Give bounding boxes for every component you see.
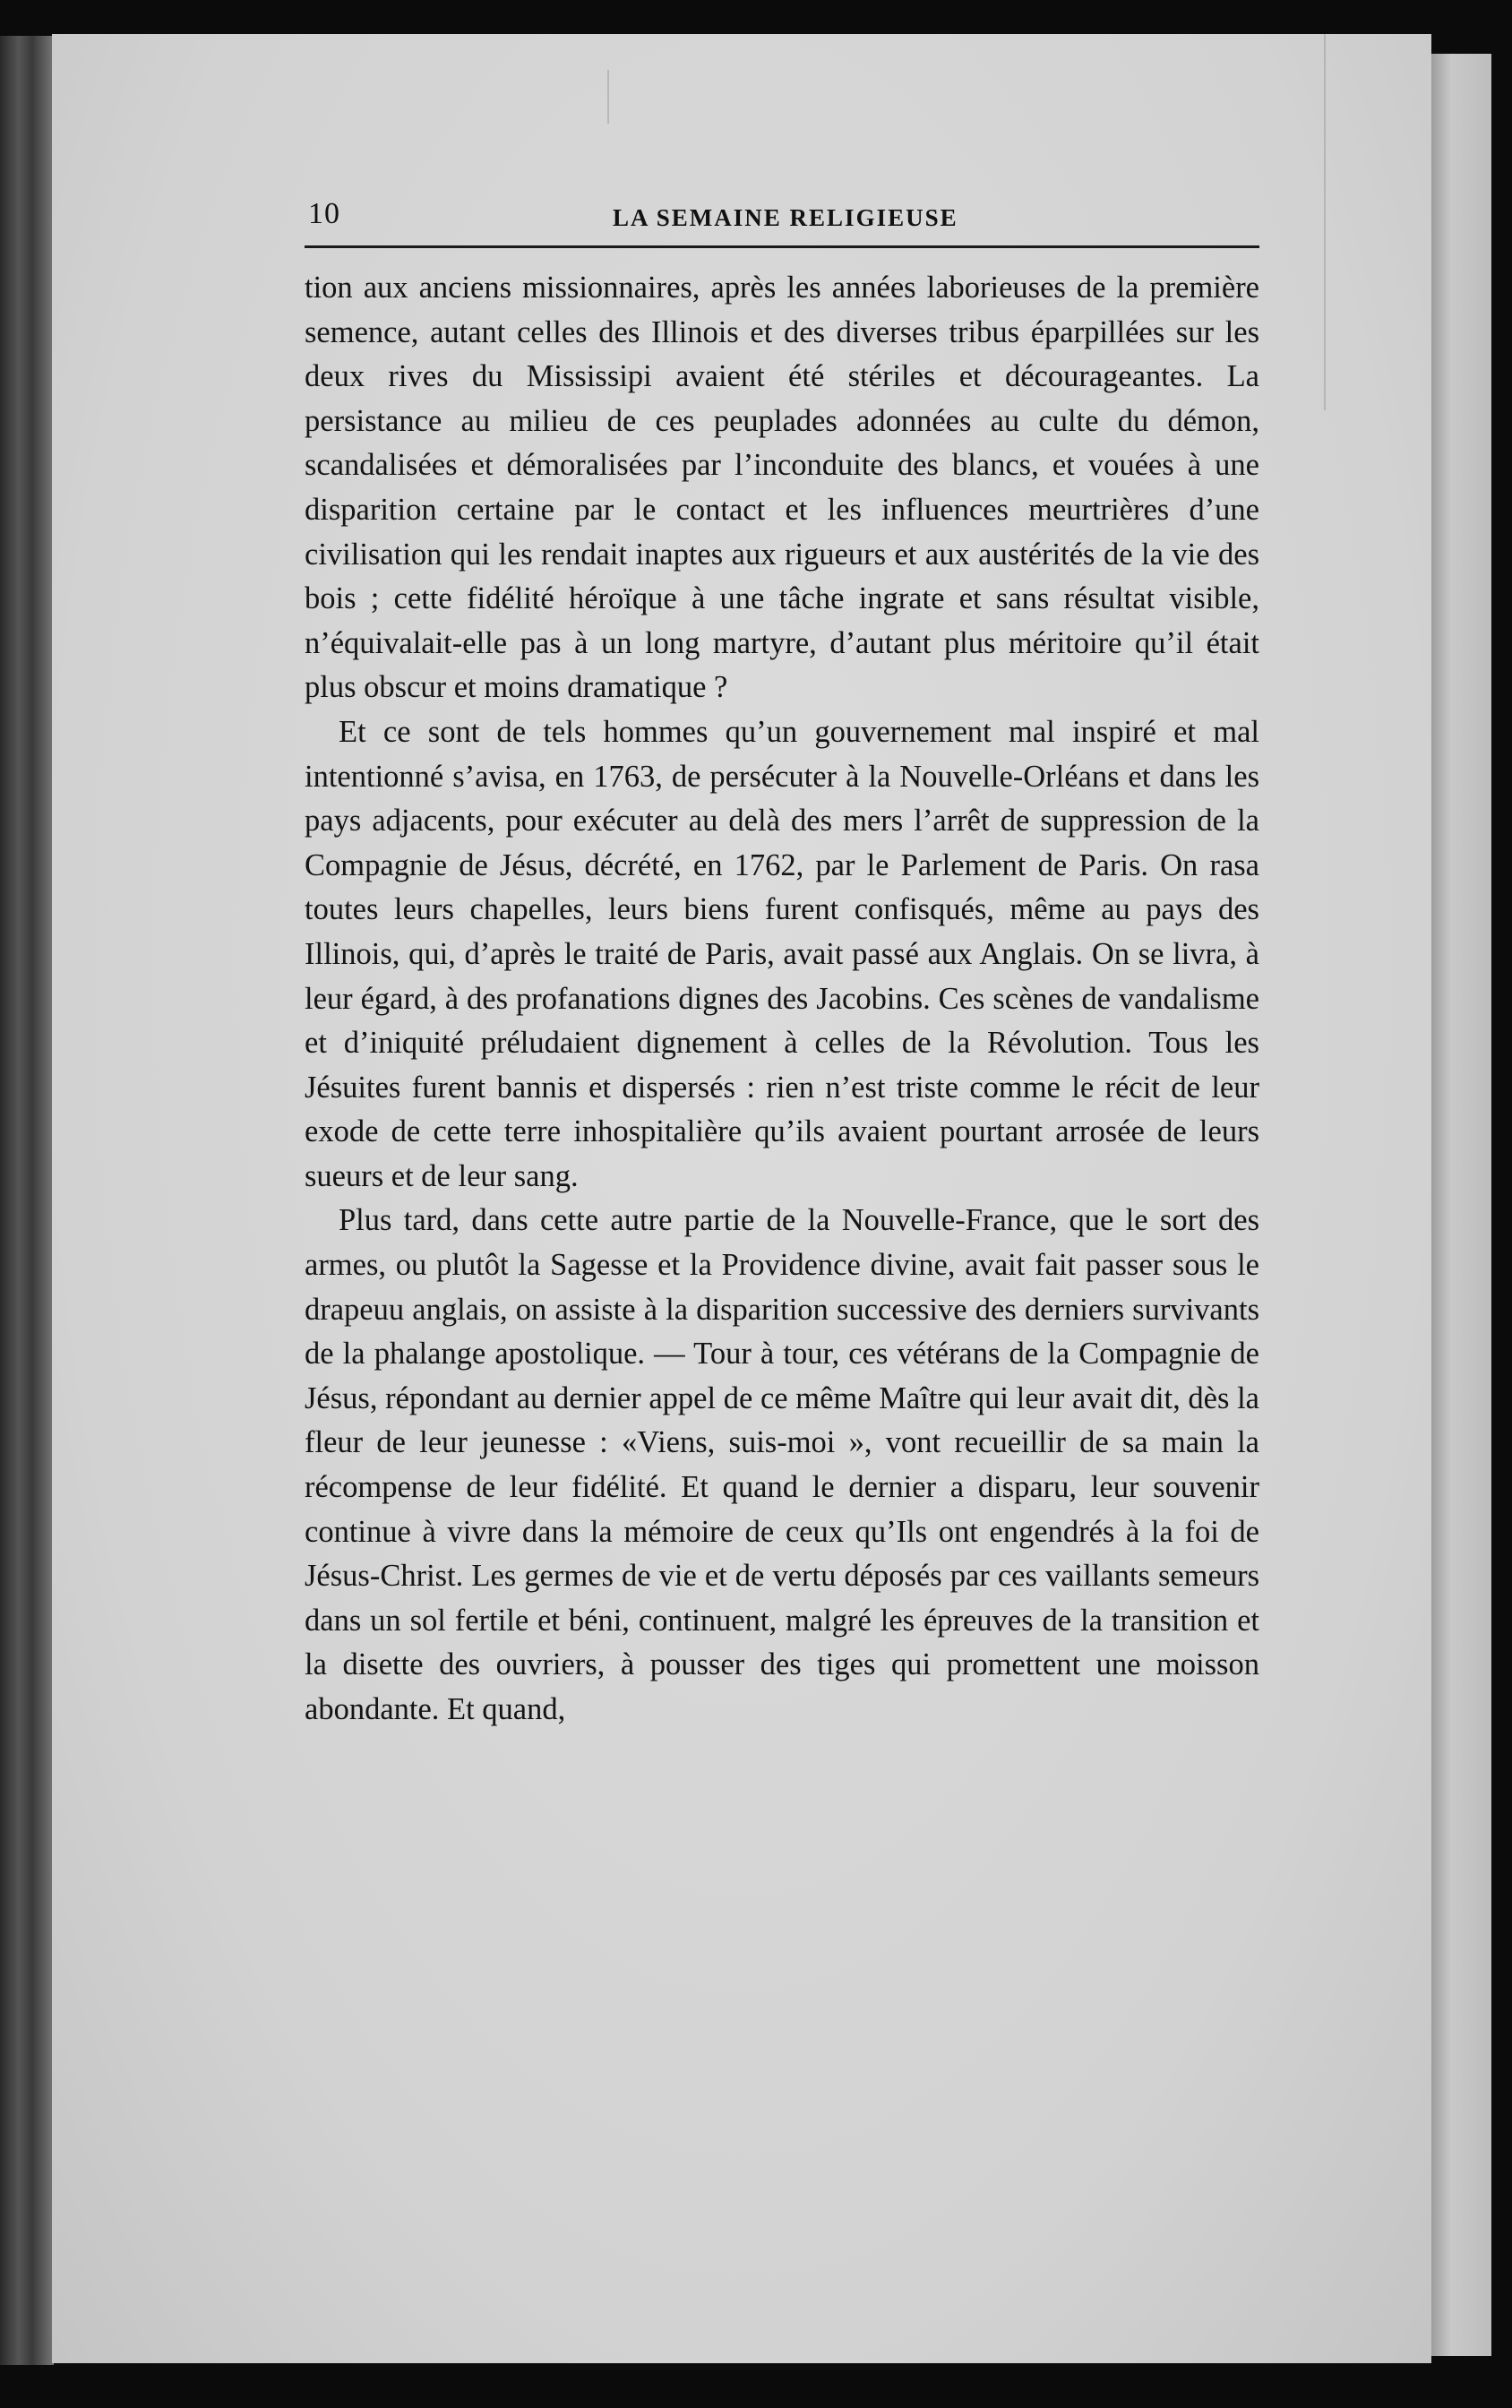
right-page-edge [1424,54,1491,2356]
body-text [305,266,1259,1733]
running-header [308,197,1258,233]
paragraph: Plus tard, dans cette autre partie de la Nouvelle-France, que le sort des armes, ou plutôt la Sagesse et la Providence divine, avait fait passer sous le drapeuu anglais, on assiste à la disparition successive des derniers survivants de la phalange apostolique. — Tour à tour, ces vétérans de la Compagnie de Jésus, répondant au dernier appel de ce même Maître qui leur avait dit, dès la fleur de leur jeunesse : «Viens, suis-moi », vont recueillir de sa main la récompense de leur fidélité. Et quand le dernier a disparu, leur souvenir continue à vivre dans la mémoire de ceux qu’Ils ont engendrés à la foi de Jésus-Christ. Les germes de vie et de vertu déposés par ces vaillants semeurs dans un sol fertile et béni, continuent, malgré les épreuves de la transition et la disette des ouvriers, à pousser des tiges qui promettent une moisson abondante. Et quand, [305,1203,1259,1726]
header-rule [305,245,1259,248]
left-binding-edge [0,36,54,2365]
film-scratch [607,70,609,124]
running-title: LA SEMAINE RELIGIEUSE [613,204,958,231]
film-scratch [1324,34,1326,410]
paragraph: tion aux anciens missionnaires, après les années laborieuses de la première semence, autant celles des Illinois et des diverses tribus éparpillées sur les deux rives du Mississipi avaient été stériles et décourageantes. La persistance au milieu de ces peuplades adonnées au culte du démon, scandalisées et démoralisées par l’inconduite des blancs, et vouées à une disparition certaine par le contact et les influences meurtrières d’une civilisation qui les rendait inaptes aux rigueurs et aux austérités de la vie des bois ; cette fidélité héroïque à une tâche ingrate et sans résultat visible, n’équivalait-elle pas à un long martyre, d’autant plus méritoire qu’il était plus obscur et moins dramatique ? [305,271,1259,705]
paragraph: Et ce sont de tels hommes qu’un gouvernement mal inspiré et mal intentionné s’avisa, en 1763, de persécuter à la Nouvelle-Orléans et dans les pays adjacents, pour exécuter au delà des mers l’arrêt de suppression de la Compagnie de Jésus, décrété, en 1762, par le Parlement de Paris. On rasa toutes leurs chapelles, leurs biens furent confisqués, même au pays des Illinois, qui, d’après le traité de Paris, avait passé aux Anglais. On se livra, à leur égard, à des profanations dignes des Jacobins. Ces scènes de vandalisme et d’iniquité préludaient dignement à celles de la Révolution. Tous les Jésuites furent bannis et dispersés : rien n’est triste comme le récit de leur exode de cette terre inhospitalière qu’ils avaient pourtant arrosée de leurs sueurs et de leur sang. [305,714,1259,1193]
page-number: 10 [308,197,340,230]
